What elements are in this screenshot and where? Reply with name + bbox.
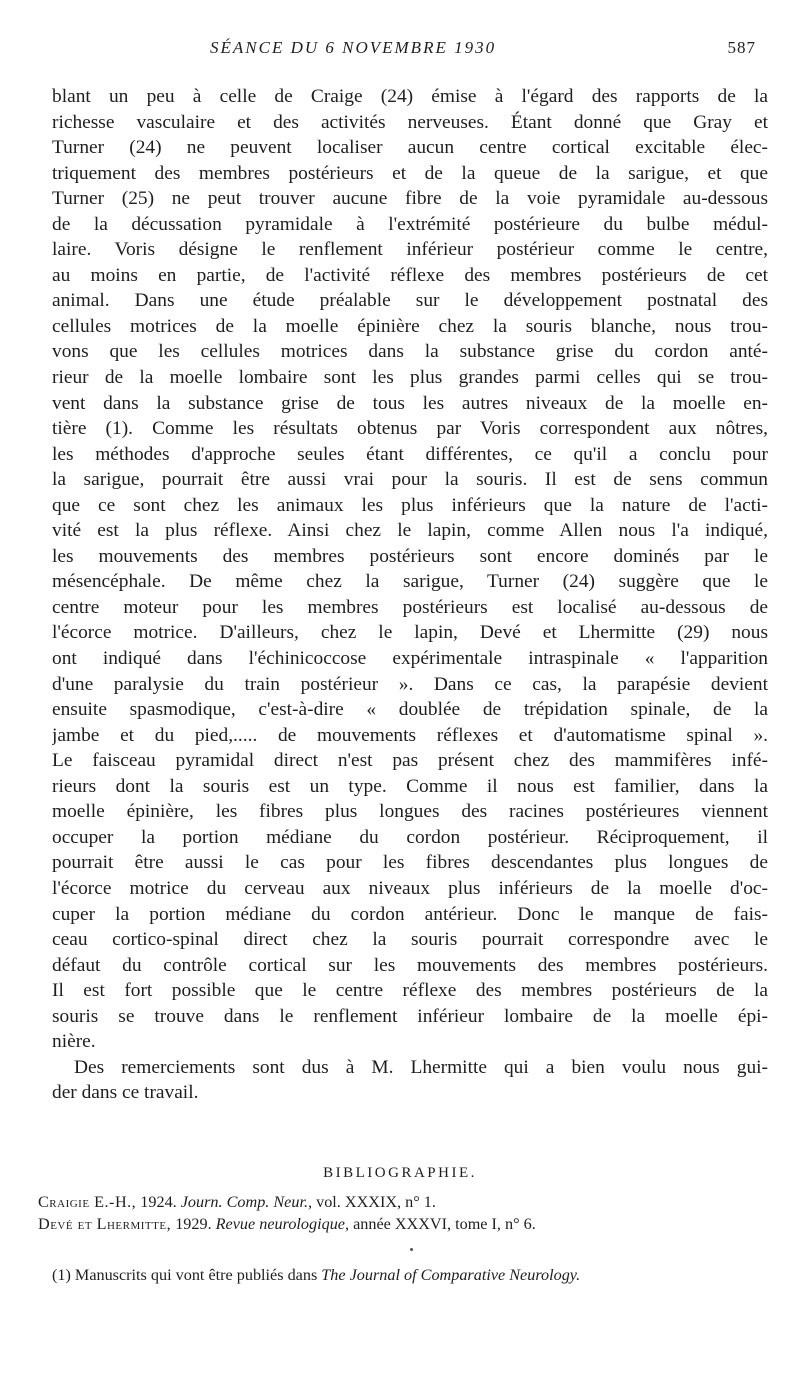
text-line: Le faisceau pyramidal direct n'est pas présent chez des mammifères infé- <box>52 750 768 772</box>
running-title: SÉANCE DU 6 NOVEMBRE 1930 <box>210 38 497 57</box>
text-line: cuper la portion médiane du cordon antérieur. Donc le manque de fais- <box>52 903 768 925</box>
text-line: au moins en partie, de l'activité réflexe des membres postérieurs de cet <box>52 264 768 286</box>
bibliography-list <box>38 1191 778 1235</box>
text-line: l'écorce motrice du cerveau aux niveaux plus inférieurs de la moelle d'oc- <box>52 877 768 899</box>
text-line: que ce sont chez les animaux les plus inférieurs que la nature de l'acti- <box>52 494 768 516</box>
text-line: richesse vasculaire et des activités nerveuses. Étant donné que Gray et <box>52 111 768 133</box>
text-line: occuper la portion médiane du cordon postérieur. Réciproquement, il <box>52 826 768 848</box>
text-line: vité est la plus réflexe. Ainsi chez le lapin, comme Allen nous l'a indiqué, <box>52 520 768 542</box>
entry-author: Craigie E.-H., <box>38 1193 137 1211</box>
text-line: centre moteur pour les membres postérieurs est localisé au-dessous de <box>52 596 768 618</box>
footnote-text: Manuscrits qui vont être publiés dans <box>70 1266 322 1284</box>
entry-journal: Journ. Comp. Neur., <box>180 1193 313 1211</box>
text-line: triquement des membres postérieurs et de la queue de la sarigue, et que <box>52 162 768 184</box>
text-line: vent dans la substance grise de tous les autres niveaux de la moelle en- <box>52 392 768 414</box>
entry-details: année XXXVI, tome I, n° 6. <box>349 1215 536 1233</box>
text-line: ont indiqué dans l'échinicoccose expérimentale intraspinale « l'apparition <box>52 648 768 670</box>
text-line: animal. Dans une étude préalable sur le développement postnatal des <box>52 290 768 312</box>
text-line: Turner (25) ne peut trouver aucune fibre de la voie pyramidale au-dessous <box>52 188 768 210</box>
text-line: défaut du contrôle cortical sur les mouvements des membres postérieurs. <box>52 954 768 976</box>
footnote <box>52 1266 782 1285</box>
body-text <box>52 84 768 1106</box>
entry-journal: Revue neurologique, <box>215 1215 350 1233</box>
text-line: rieur de la moelle lombaire sont les plus grandes parmi celles qui se trou- <box>52 367 768 389</box>
text-line: der dans ce travail. <box>52 1082 199 1104</box>
print-speck <box>410 1248 413 1251</box>
text-line: pourrait être aussi le cas pour les fibres descendantes plus longues de <box>52 852 768 874</box>
text-line: tière (1). Comme les résultats obtenus par Voris correspondent aux nôtres, <box>52 418 768 440</box>
text-line: nière. <box>52 1031 96 1053</box>
text-line: souris se trouve dans le renflement inférieur lombaire de la moelle épi- <box>52 1005 768 1027</box>
text-line: les méthodes d'approche seules étant différentes, ce qu'il a conclu pour <box>52 443 768 465</box>
text-line: laire. Voris désigne le renflement inférieur postérieur comme le centre, <box>52 239 768 261</box>
running-header <box>0 38 800 68</box>
text-line: vons que les cellules motrices dans la substance grise du cordon anté- <box>52 341 768 363</box>
entry-details: vol. XXXIX, n° 1. <box>312 1193 436 1211</box>
footnote-marker: (1) <box>52 1266 71 1284</box>
entry-author: Devé et Lhermitte, <box>38 1215 172 1233</box>
text-line: mésencéphale. De même chez la sarigue, Turner (24) suggère que le <box>52 571 768 593</box>
text-line: l'écorce motrice. D'ailleurs, chez le lapin, Devé et Lhermitte (29) nous <box>52 622 768 644</box>
text-line: d'une paralysie du train postérieur ». Dans ce cas, la parapésie devient <box>52 673 768 695</box>
footnote-journal: The Journal of Comparative Neurology. <box>321 1266 581 1284</box>
entry-year: 1924. <box>136 1193 181 1211</box>
text-line: blant un peu à celle de Craige (24) émise à l'égard des rapports de la <box>52 86 768 107</box>
bibliography-heading: BIBLIOGRAPHIE. <box>323 1165 477 1181</box>
text-line: la sarigue, pourrait être aussi vrai pour la souris. Il est de sens commun <box>52 469 768 491</box>
text-line: Des remerciements sont dus à M. Lhermitte qui a bien voulu nous gui- <box>74 1056 768 1078</box>
text-line: ensuite spasmodique, c'est-à-dire « doublée de trépidation spinale, de la <box>52 699 768 721</box>
page-number: 587 <box>727 38 756 57</box>
text-line: cellules motrices de la moelle épinière chez la souris blanche, nous trou- <box>52 315 768 337</box>
entry-year: 1929. <box>171 1215 216 1233</box>
text-line: Il est fort possible que le centre réflexe des membres postérieurs de la <box>52 980 768 1002</box>
text-line: les mouvements des membres postérieurs sont encore dominés par le <box>52 545 768 567</box>
text-line: Turner (24) ne peuvent localiser aucun centre cortical excitable élec- <box>52 137 768 159</box>
text-line: moelle épinière, les fibres plus longues des racines postérieures viennent <box>52 801 768 823</box>
text-line: ceau cortico-spinal direct chez la souris pourrait correspondre avec le <box>52 929 768 951</box>
bibliography-entry <box>38 1213 778 1235</box>
text-line: rieurs dont la souris est un type. Comme il nous est familier, dans la <box>52 775 768 797</box>
bibliography-entry <box>38 1191 778 1213</box>
text-line: jambe et du pied,..... de mouvements réflexes et d'automatisme spinal ». <box>52 724 768 746</box>
text-line: de la décussation pyramidale à l'extrémité postérieure du bulbe médul- <box>52 213 768 235</box>
